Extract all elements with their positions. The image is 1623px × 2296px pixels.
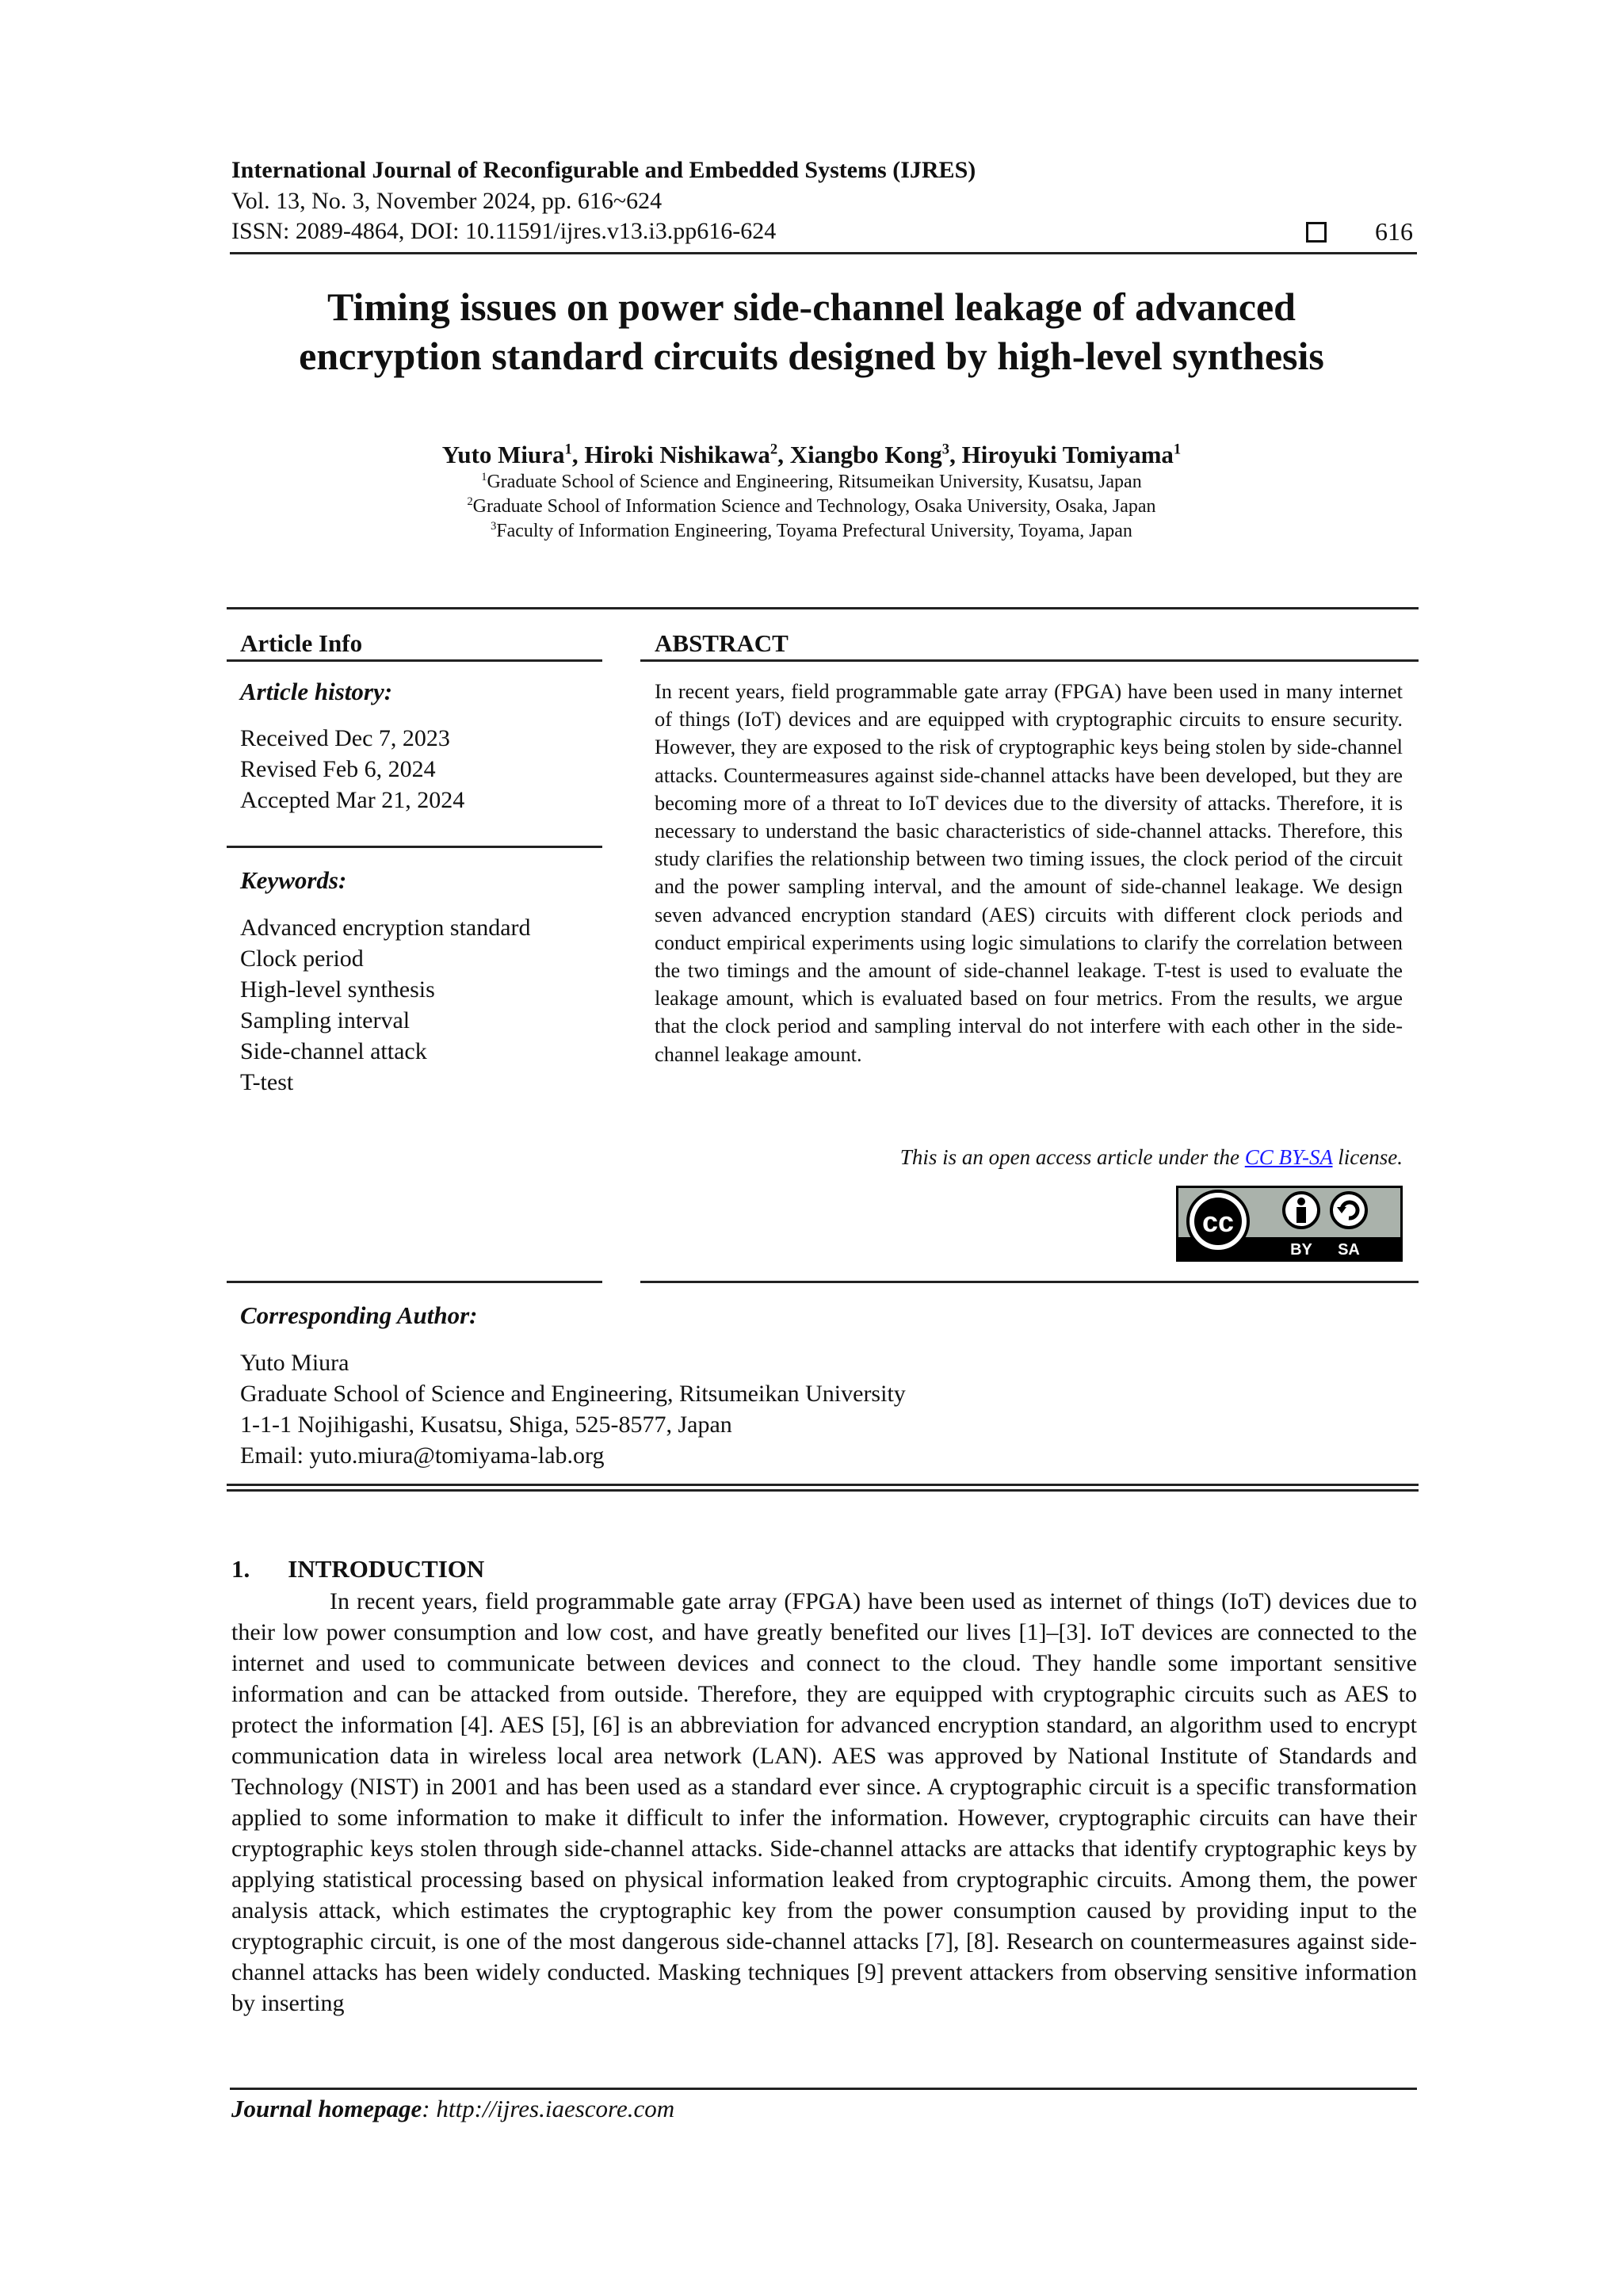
homepage-url[interactable]: http://ijres.iaescore.com — [436, 2095, 675, 2122]
corresponding-affiliation: Graduate School of Science and Engineering, Ritsumeikan University — [240, 1381, 906, 1407]
corresponding-email: Email: yuto.miura@tomiyama-lab.org — [240, 1442, 605, 1469]
info-bottom-rule-1 — [227, 1484, 1419, 1486]
badge-sa-label: SA — [1338, 1241, 1360, 1259]
paper-title — [190, 282, 1433, 380]
affil-text: Faculty of Information Engineering, Toyama Prefectural University, Toyama, Japan — [496, 521, 1132, 541]
corresponding-address: 1-1-1 Nojihigashi, Kusatsu, Shiga, 525-8577, Japan — [240, 1412, 732, 1438]
affil-number: 1 — [481, 471, 487, 483]
checkbox-square-icon — [1306, 222, 1327, 243]
affil-number: 3 — [491, 520, 497, 533]
journal-issn-doi: ISSN: 2089-4864, DOI: 10.11591/ijres.v13.i3.pp616-624 — [231, 218, 777, 244]
badge-by-label: BY — [1290, 1241, 1312, 1259]
cc-by-sa-link[interactable]: CC BY-SA — [1244, 1145, 1333, 1169]
keyword-item: Advanced encryption standard — [240, 915, 531, 941]
corresponding-author-heading: Corresponding Author: — [240, 1301, 478, 1329]
keyword-item: Clock period — [240, 946, 364, 972]
affil-text: Graduate School of Science and Engineering, Ritsumeikan University, Kusatsu, Japan — [487, 472, 1142, 492]
share-alike-icon — [1331, 1193, 1366, 1228]
journal-homepage — [231, 2095, 674, 2123]
license-note — [900, 1144, 1403, 1170]
keywords-heading: Keywords: — [240, 866, 347, 894]
affiliation-2 — [190, 495, 1433, 518]
author-affil-mark: 1 — [564, 441, 572, 458]
keyword-item: High-level synthesis — [240, 976, 435, 1003]
received-date: Received Dec 7, 2023 — [240, 725, 450, 751]
cc-glyph: cc — [1201, 1205, 1235, 1238]
history-rule — [227, 846, 602, 848]
affil-number: 2 — [467, 495, 473, 508]
keyword-item: T-test — [240, 1069, 294, 1095]
section-number: 1. — [231, 1555, 250, 1583]
section-heading — [231, 1555, 484, 1584]
homepage-label: Journal homepage — [231, 2095, 422, 2122]
revised-date: Revised Feb 6, 2024 — [240, 756, 436, 782]
abstract-heading: ABSTRACT — [655, 629, 789, 657]
introduction-text: In recent years, field programmable gate array (FPGA) have been used as internet of things (IoT) devices due to their low power consumption and low cost, and have greatly benefited our lives [1]–[3]. IoT devices are connected to the internet and used to communicate between devices and connect to the cloud. They handle some important sensitive information and can be attacked from outside. Therefore, they are equipped with cryptographic circuits such as AES to protect the information [4]. AES [5], [6] is an abbreviation for advanced encryption standard, an algorithm used to encrypt communication data in wireless local area network (LAN). AES was approved by National Institute of Standards and Technology (NIST) in 2001 and has been used as a standard ever since. A cryptographic circuit is a specific transformation applied to some information to make it difficult to infer the information. However, cryptographic circuits can have their cryptographic keys stolen through side-channel attacks. Side-channel attacks are attacks that identify cryptographic keys by applying statistical processing based on physical information leaked from cryptographic circuits. Among them, the power analysis attack, which estimates the cryptographic key from the power consumption caused by providing input to the cryptographic circuit, is one of the most dangerous side-channel attacks [7], [8]. Research on countermeasures against side-channel attacks has been widely conducted. Masking techniques [9] prevent attackers from observing sensitive information by inserting — [231, 1588, 1417, 2016]
keywords-bottom-rule — [227, 1281, 602, 1283]
footer-rule — [230, 2088, 1417, 2090]
author-affil-mark: 3 — [941, 441, 950, 458]
title-line-1: Timing issues on power side-channel leakage of advanced — [327, 285, 1296, 329]
info-bottom-rule-2 — [227, 1489, 1419, 1492]
affiliation-3 — [190, 519, 1433, 543]
journal-volume: Vol. 13, No. 3, November 2024, pp. 616~624 — [231, 188, 663, 214]
author-list: Yuto Miura$^1$, Hiroki Nishikawa$^2$, Xiangbo Kong$^3$, Hiroyuki Tomiyama$^1$ — [441, 441, 1182, 468]
section-title: INTRODUCTION — [288, 1555, 485, 1583]
keyword-item: Sampling interval — [240, 1007, 411, 1033]
homepage-sep: : — [422, 2095, 437, 2122]
affiliation-1 — [190, 470, 1433, 494]
journal-name: International Journal of Reconfigurable and Embedded Systems (IJRES) — [231, 157, 976, 183]
article-history-heading: Article history: — [240, 678, 393, 705]
accepted-date: Accepted Mar 21, 2024 — [240, 787, 465, 813]
cc-by-sa-badge[interactable] — [1176, 1186, 1403, 1262]
author-name: Yuto Miura — [441, 441, 565, 468]
license-prefix: This is an open access article under the — [899, 1145, 1245, 1169]
title-line-2: encryption standard circuits designed by high-level synthesis — [299, 334, 1324, 378]
article-info-rule — [227, 659, 602, 662]
affil-text: Graduate School of Information Science and Technology, Osaka University, Osaka, Japan — [472, 496, 1156, 517]
cc-badge-graphic — [1178, 1188, 1400, 1259]
author-name: Hiroki Nishikawa — [584, 441, 770, 468]
article-info-heading: Article Info — [240, 629, 363, 657]
abstract-text: In recent years, field programmable gate array (FPGA) have been used in many internet of things (IoT) devices and are equipped with cryptographic circuits to ensure security. However, they are exposed to the risk of cryptographic keys being stolen by side-channel attacks. Countermeasures against side-channel attacks have been developed, but they are becoming more of a threat to IoT devices due to the diversity of attacks. Therefore, it is necessary to understand the basic characteristics of side-channel attacks. Therefore, this study clarifies the relationship between two timing issues, the clock period of the circuit and the power sampling interval, and the amount of side-channel leakage. We design seven advanced encryption standard (AES) circuits with different clock periods and conduct empirical experiments using logic simulations to clarify the correlation between the two timings and the amount of side-channel leakage. T-test is used to evaluate the leakage amount, which is evaluated based on four metrics. From the results, we argue that the clock period and sampling interval do not interfere with each other in the side-channel leakage amount. — [655, 679, 1403, 1066]
author-name: Xiangbo Kong — [789, 441, 942, 468]
author-affil-mark: 2 — [769, 441, 778, 458]
page-number: 616 — [1375, 217, 1413, 246]
author-affil-mark: 1 — [1173, 441, 1182, 458]
license-suffix: license. — [1332, 1145, 1403, 1169]
keyword-item: Side-channel attack — [240, 1038, 427, 1064]
info-top-rule — [227, 607, 1419, 609]
abstract-rule — [640, 659, 1419, 662]
author-name: Hiroyuki Tomiyama — [961, 441, 1174, 468]
header-rule — [230, 252, 1417, 254]
abstract-bottom-rule — [640, 1281, 1419, 1283]
corresponding-name: Yuto Miura — [240, 1350, 349, 1376]
